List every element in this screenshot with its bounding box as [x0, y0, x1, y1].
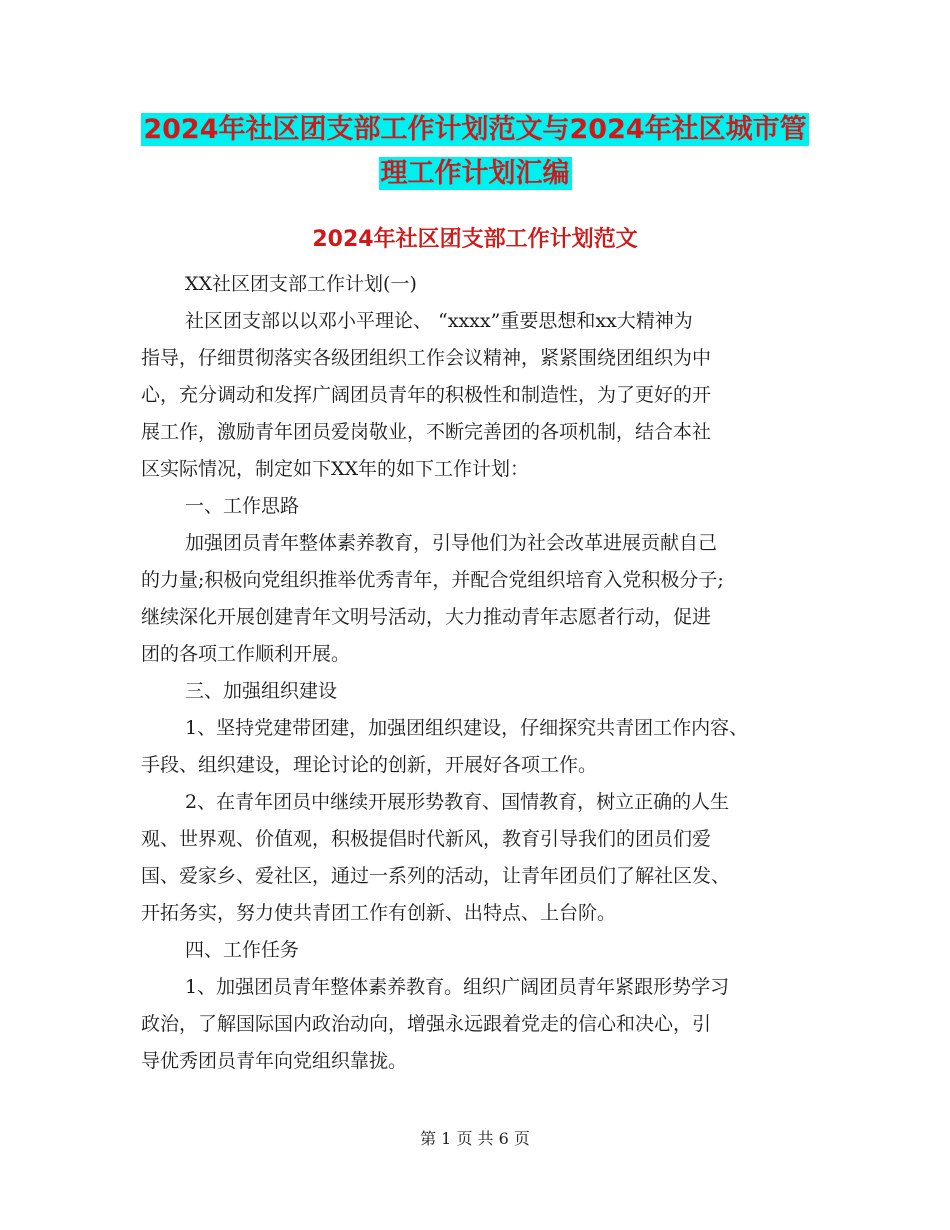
body-line: 开拓务实，努力使共青团工作有创新、出特点、上台阶。	[141, 902, 617, 924]
body-line: 政治，了解国际国内政治动向，增强永远跟着党走的信心和决心，引	[141, 1013, 712, 1035]
body-line: 一、工作思路	[185, 495, 300, 517]
body-line: 三、加强组织建设	[185, 680, 338, 702]
body-line: XX社区团支部工作计划(一)	[185, 273, 417, 295]
body-line: 展工作，激励青年团员爱岗敬业，不断完善团的各项机制，结合本社	[141, 421, 712, 443]
body-line: 心，充分调动和发挥广阔团员青年的积极性和制造性，为了更好的开	[141, 384, 712, 406]
body-line: 手段、组织建设，理论讨论的创新，开展好各项工作。	[141, 754, 598, 776]
body-line: 1、坚持党建带团建，加强团组织建设，仔细探究共青团工作内容、	[185, 717, 749, 739]
body-line: 社区团支部以以邓小平理论、 “xxxx”重要思想和xx大精神为	[185, 310, 693, 332]
body-line: 指导，仔细贯彻落实各级团组织工作会议精神，紧紧围绕团组织为中	[141, 347, 712, 369]
body-line: 加强团员青年整体素养教育，引导他们为社会改革进展贡献自己	[185, 532, 718, 554]
body-line: 2、在青年团员中继续开展形势教育、国情教育，树立正确的人生	[185, 791, 730, 813]
page-number-footer: 第 1 页 共 6 页	[420, 1129, 530, 1148]
document-title-line-2: 理工作计划汇编	[380, 158, 570, 189]
document-body	[141, 266, 826, 1080]
body-line: 继续深化开展创建青年文明号活动，大力推动青年志愿者行动，促进	[141, 606, 712, 628]
body-line: 国、爱家乡、爱社区，通过一系列的活动，让青年团员们了解社区发、	[141, 865, 731, 887]
body-line: 导优秀团员青年向党组织靠拢。	[141, 1050, 408, 1072]
document-title-line-1: 2024年社区团支部工作计划范文与2024年社区城市管	[143, 114, 807, 145]
body-line: 1、加强团员青年整体素养教育。组织广阔团员青年紧跟形势学习	[185, 976, 730, 998]
body-line: 四、工作任务	[185, 939, 300, 961]
section-title: 2024年社区团支部工作计划范文	[312, 227, 638, 252]
body-line: 的力量;积极向党组织推举优秀青年，并配合党组织培育入党积极分子;	[141, 569, 724, 591]
body-line: 区实际情况，制定如下XX年的如下工作计划：	[141, 458, 530, 480]
body-line: 团的各项工作顺利开展。	[141, 643, 351, 665]
body-line: 观、世界观、价值观，积极提倡时代新风，教育引导我们的团员们爱	[141, 828, 712, 850]
